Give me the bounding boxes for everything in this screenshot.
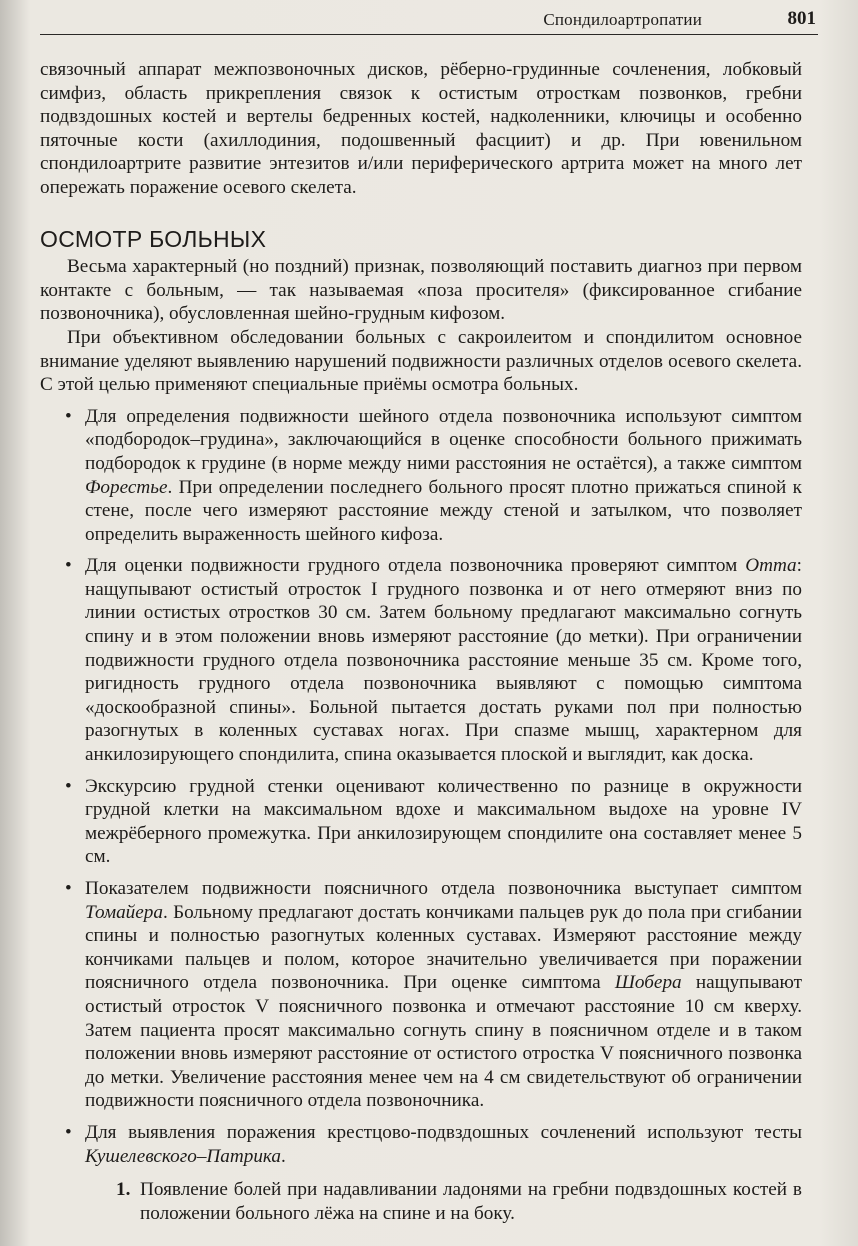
- list-item: • Показателем подвижности поясничного отдела позвоночника выступает симптом Томайера. Больному предлагают достать кончиками пальцев рук до пола при сгибании спины и полностью разогнутых коленных суставах. Измеряют расстояние между кончиками пальцев и полом, которое значительно увеличивается при поражении поясничного отдела позвоночника. При оценке симптома Шобера нащупывают остистый отросток V поясничного позвонка и отмечают расстояние 10 см кверху. Затем пациента просят максимально согнуть спину в поясничном отделе и в таком положении вновь измеряют расстояние от остистого отростка V поясничного позвонка до метки. Увеличение расстояния менее чем на 4 см свидетельствуют об ограничении подвижности поясничного отдела позвоночника.: [65, 878, 802, 1112]
- header-title: Спондилоартропатии: [543, 10, 702, 29]
- list-item: • Экскурсию грудной стенки оценивают количественно по разнице в окружности грудной клетки на максимальном вдохе и максимальном выдохе на уровне IV межрёберного промежутка. При анкилозирующем спондилите она составляет менее 5 см.: [65, 775, 802, 868]
- section-paragraph-1: Весьма характерный (но поздний) признак, позволяющий поставить диагноз при первом контакте с больным, — так называемая «поза просителя» (фиксированное сгибание позвоночника), обусловленная шейно-грудным кифозом.: [40, 256, 802, 325]
- eponym: Форестье: [85, 476, 168, 498]
- eponym: Шобера: [614, 972, 682, 994]
- bullet-list: [40, 405, 802, 1168]
- eponym: Отта: [745, 555, 797, 577]
- section-heading: ОСМОТР БОЛЬНЫХ: [40, 225, 267, 252]
- eponym: Томайера: [85, 901, 163, 923]
- page-number: 801: [787, 8, 816, 29]
- intro-paragraph: связочный аппарат межпозвоночных дисков, рёберно-грудинные сочленения, лобковый симфиз, область прикрепления связок к остистым отросткам позвонков, гребни подвздошных костей и вертелы бедренных костей, надколенники, ключицы и особенно пяточные кости (ахиллодиния, подошвенный фасциит) и др. При ювенильном спондилоартрите развитие энтезитов и/или периферического артрита может на много лет опережать поражение осевого скелета.: [40, 59, 802, 198]
- bullet-icon: •: [65, 1121, 72, 1143]
- bullet-icon: •: [65, 775, 72, 797]
- list-item: • Для выявления поражения крестцово-подвздошных сочленений используют тесты Кушелевского–Патрика.: [65, 1121, 802, 1167]
- page-content: [40, 58, 802, 1225]
- bullet-icon: •: [65, 878, 72, 899]
- list-item: • Для оценки подвижности грудного отдела позвоночника проверяют симптом Отта: нащупывают остистый отросток I грудного позвонка и от него отмеряют вниз по линии остистых отростков 30 см. Затем больному предлагают максимально согнуть спину и в этом положении вновь измеряют расстояние (до метки). При ограничении подвижности грудного отдела позвоночника расстояние меньше 35 см. Кроме того, ригидность грудного отдела позвоночника выявляют с помощью симптома «доскообразной спины». Больной пытается достать руками пол при полностью разогнутых в коленных суставах ногах. При спазме мышц, характерном для анкилозирующего спондилита, спина оказывается плоской и выглядит, как доска.: [65, 555, 802, 766]
- section-paragraph-2: При объективном обследовании больных с сакроилеитом и спондилитом основное внимание уделяют выявлению нарушений подвижности различных отделов осевого скелета. С этой целью применяют специальные приёмы осмотра больных.: [40, 326, 802, 396]
- eponym: Кушелевского–Патрика: [85, 1145, 282, 1167]
- numbered-item-text: Появление болей при надавливании ладонями на гребни подвздошных костей в положении больного лёжа на спине и на боку.: [140, 1179, 802, 1224]
- bullet-icon: •: [65, 555, 72, 577]
- numbered-item: [40, 1178, 802, 1225]
- spine-shadow: [0, 0, 30, 1246]
- running-header: [40, 8, 818, 35]
- list-item: • Для определения подвижности шейного отдела позвоночника используют симптом «подбородок–грудина», заключающийся в оценке способности больного прижимать подбородок к грудине (в норме между ними расстояния не остаётся), а также симптом Форестье. При определении последнего больного просят плотно прижаться спиной к стене, после чего измеряют расстояние между стеной и затылком, что позволяет определить выраженность шейного кифоза.: [65, 405, 802, 545]
- item-number: 1.: [116, 1179, 131, 1201]
- bullet-icon: •: [65, 405, 72, 427]
